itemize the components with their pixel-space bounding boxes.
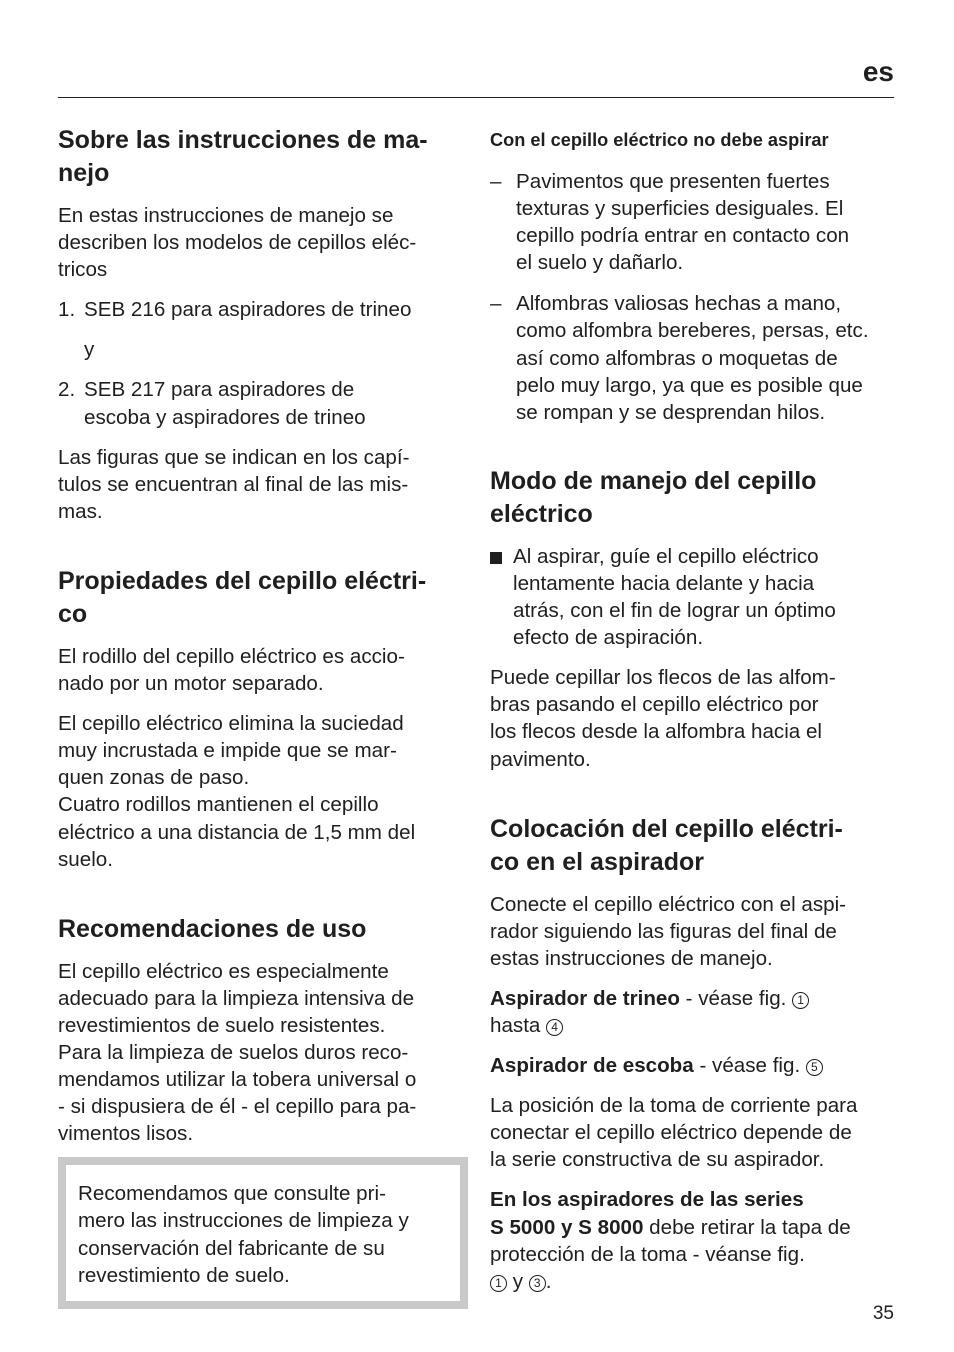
- list-item: [58, 376, 468, 430]
- properties-paragraph-2: El cepillo eléctrico elimina la suciedad muy incrustada e impide que se mar- quen zonas de paso. Cuatro rodillos mantienen el cepillo eléctrico a una distancia de 1,5 mm del suelo.: [58, 712, 416, 871]
- list-item: [490, 168, 900, 276]
- list-item: [58, 296, 468, 323]
- upright-reference: [490, 1052, 900, 1079]
- figure-number-icon: 3: [529, 1275, 546, 1292]
- section-title-instructions: Sobre las instrucciones de ma- nejo: [58, 126, 428, 187]
- series-paragraph: [490, 1186, 900, 1294]
- intro-paragraph: En estas instrucciones de manejo se describen los modelos de cepillos eléc- tricos: [58, 204, 417, 282]
- left-column: [58, 124, 468, 1309]
- list-text: Pavimentos que presenten fuertes texturas y superficies desiguales. El cepillo podría entrar en contacto con el suelo y dañarlo.: [516, 170, 850, 275]
- see-figure-text: - véase fig.: [679, 986, 793, 1010]
- canister-reference: [490, 985, 900, 1039]
- note-text: Recomendamos que consulte pri- mero las instrucciones de limpieza y conservación del fabricante de su revestimiento de suelo.: [78, 1182, 409, 1287]
- attachment-paragraph: Conecte el cepillo eléctrico con el aspi- rador siguiendo las figuras del final de estas instrucciones de manejo.: [490, 892, 846, 970]
- section-title-properties: Propiedades del cepillo eléctri- co: [58, 566, 427, 628]
- note-box: [58, 1157, 468, 1308]
- canister-label: Aspirador de trineo: [490, 986, 680, 1010]
- square-bullet: [490, 552, 502, 564]
- socket-paragraph: La posición de la toma de corriente para conectar el cepillo eléctrico depende de la serie constructiva de su aspirador.: [490, 1094, 858, 1172]
- section-title-attachment: Colocación del cepillo eléctri- co en el aspirador: [490, 814, 843, 876]
- list-number: 1.: [58, 298, 76, 322]
- until-text: hasta: [490, 1013, 547, 1037]
- section-title-operation: Modo de manejo del cepillo eléctrico: [490, 466, 817, 528]
- right-column: [490, 124, 900, 1295]
- dash-marker: –: [490, 170, 502, 193]
- figure-number-icon: 5: [806, 1059, 823, 1076]
- period-text: .: [545, 1269, 552, 1293]
- language-code: es: [862, 56, 894, 87]
- list-text: Alfombras valiosas hechas a mano, como alfombra bereberes, persas, etc. así como alfombras o moquetas de pelo muy largo, ya que es posible que se rompan y se desprendan hilos.: [516, 292, 869, 424]
- see-figure-text: - véase fig.: [693, 1054, 806, 1078]
- section-title-recommendations: Recomendaciones de uso: [58, 914, 367, 943]
- figure-number-icon: 1: [792, 992, 809, 1009]
- list-item: [490, 290, 900, 425]
- series-text: debe retirar la tapa de protección de la toma - véanse fig.: [490, 1215, 851, 1266]
- recommendations-paragraph: El cepillo eléctrico es especialmente adecuado para la limpieza intensiva de revestimientos de suelo resistentes. Para la limpieza de suelos duros reco- mendamos utilizar la tobera universal o - si dispusiera de él - el cepillo para pa- vimentos lisos.: [58, 959, 417, 1146]
- figures-paragraph: Las figuras que se indican en los capí- tulos se encuentran al final de las mis- mas.: [58, 445, 410, 523]
- upright-label: Aspirador de escoba: [490, 1054, 694, 1078]
- figure-number-icon: 4: [546, 1019, 563, 1036]
- figure-number-icon: 1: [490, 1275, 507, 1292]
- operation-list: [490, 543, 900, 651]
- list-text: Al aspirar, guíe el cepillo eléctrico lentamente hacia delante y hacia atrás, con el fin de lograr un óptimo efecto de aspiración.: [513, 544, 836, 650]
- dash-marker: –: [490, 292, 502, 316]
- header-rule: [58, 97, 894, 98]
- list-conjunction: [58, 336, 468, 363]
- page-number: 35: [872, 1303, 894, 1324]
- and-text: y: [507, 1269, 529, 1293]
- model-list: [58, 296, 468, 430]
- list-text: SEB 216 para aspiradores de trineo: [84, 298, 412, 322]
- list-number: 2.: [58, 378, 76, 402]
- do-not-vacuum-list: [490, 168, 900, 426]
- fringe-paragraph: Puede cepillar los flecos de las alfom- bras pasando el cepillo eléctrico por los flecos desde la alfombra hacia el pavimento.: [490, 666, 836, 771]
- section-title-do-not-vacuum: Con el cepillo eléctrico no debe aspirar: [490, 130, 829, 150]
- list-text: SEB 217 para aspiradores de escoba y aspiradores de trineo: [84, 378, 366, 429]
- series-label: En los aspiradores de las series S 5000 y S 8000: [490, 1188, 804, 1239]
- list-item: [490, 543, 900, 651]
- properties-paragraph-1: El rodillo del cepillo eléctrico es accio- nado por un motor separado.: [58, 644, 405, 696]
- conjunction-text: y: [84, 338, 95, 362]
